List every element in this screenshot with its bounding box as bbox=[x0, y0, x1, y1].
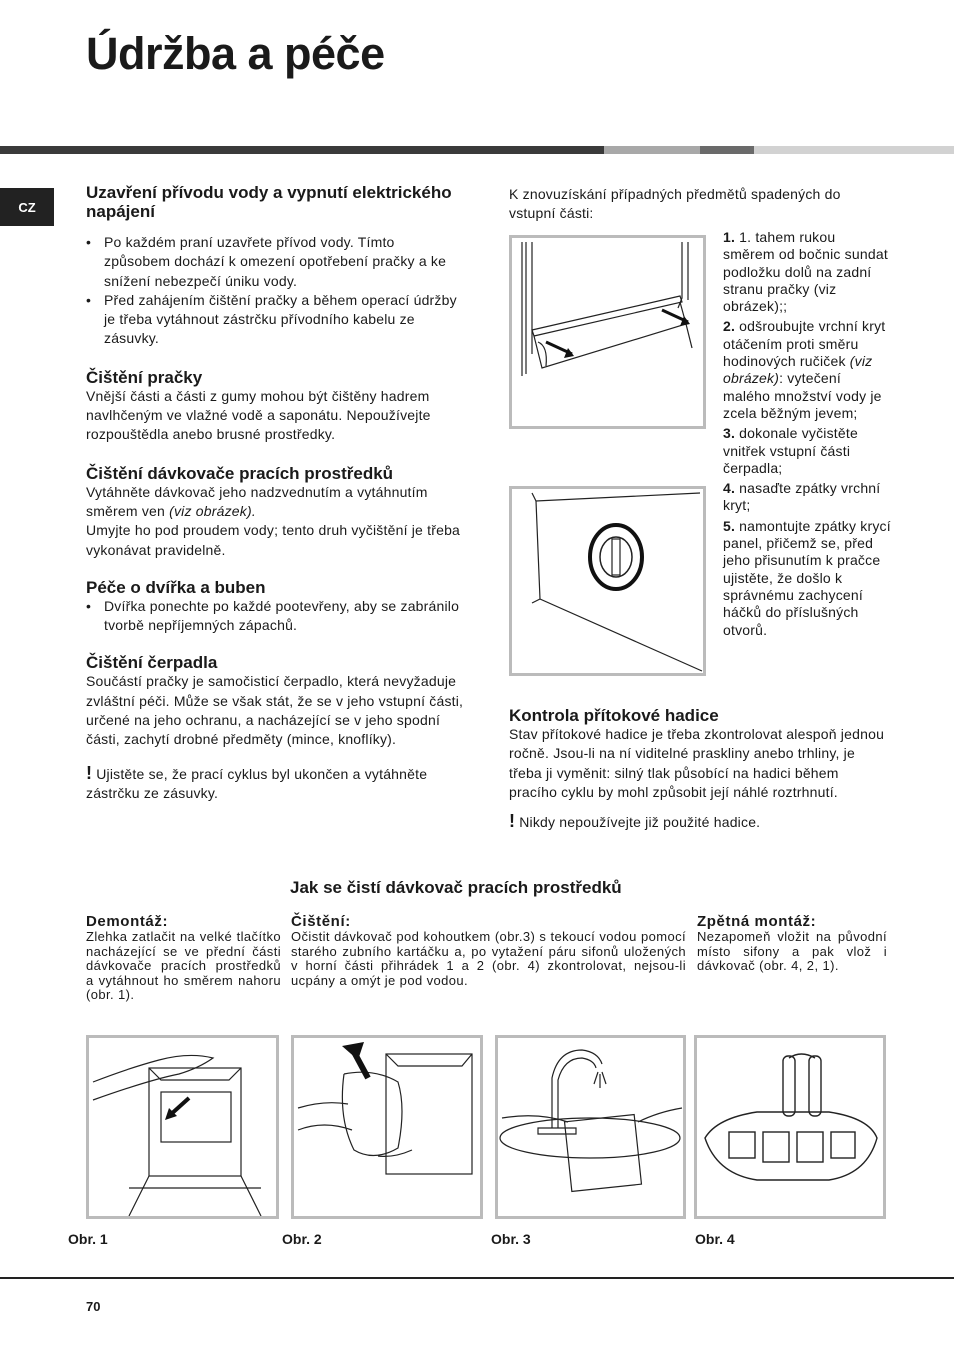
paragraph: Stav přítokové hadice je třeba zkontrolovat alespoň jednou ročně. Jsou-li na ní viditelné praskliny anebo trhliny, je třeba ji vyměnit: silný tlak působící na hadici během pracího cyklu by mohl způsobit její náhlé roztrhnutí. bbox=[509, 726, 885, 800]
header-rule-mid bbox=[604, 146, 700, 154]
dispenser-pulled-illustration bbox=[294, 1038, 480, 1216]
section-heading-water-power: Uzavření přívodu vody a vypnutí elektrického napájení bbox=[86, 183, 452, 221]
section-heading-dispenser: Čištění dávkovače pracích prostředků bbox=[86, 463, 394, 483]
figure-caption: Obr. 4 bbox=[695, 1231, 735, 1247]
hose-section bbox=[509, 706, 889, 832]
bullet-list bbox=[86, 597, 464, 636]
figure-4 bbox=[694, 1035, 886, 1219]
warning-text: Nikdy nepoužívejte již použité hadice. bbox=[519, 814, 761, 831]
paragraph: Součástí pračky je samočisticí čerpadlo, která nevyžaduje zvláštní péči. Může se však stát, že se v jeho vstupní části, určené na jeho ochranu, a nacházející se v jeho spodní části, zachytí drobné předměty (mince, knoflíky). bbox=[86, 673, 464, 748]
step-item bbox=[723, 318, 891, 422]
pump-steps-list bbox=[723, 229, 891, 642]
pump-panel-figure bbox=[509, 235, 706, 429]
dispenser-siphons-illustration bbox=[697, 1038, 883, 1216]
section-heading-door-drum: Péče o dvířka a buben bbox=[86, 577, 266, 597]
subheading: Zpětná montáž: bbox=[697, 913, 817, 930]
warning-note bbox=[509, 812, 889, 832]
pump-intro: K znovuzískání případných předmětů spadených do vstupní části: bbox=[509, 186, 841, 222]
figure-reference: (viz obrázek) bbox=[723, 353, 873, 387]
header-rule-light bbox=[754, 146, 954, 154]
section-heading-pump: Čištění čerpadla bbox=[86, 653, 218, 673]
disassembly-column bbox=[86, 913, 281, 1003]
step-text: namontujte zpátky krycí panel, přičemž se, před jeho přisunutím k pračce ujistěte, že došlo k správnému zachycení háčků do příslušných otvorů. bbox=[723, 517, 891, 638]
paragraph: Umyjte ho pod proudem vody; tento druh vyčištění je třeba vykonávat pravidelně. bbox=[86, 522, 461, 558]
paragraph-text: Vytáhněte dávkovač jeho nadzvednutím a vytáhnutím směrem ven bbox=[86, 483, 428, 519]
step-text: : vytečení malého množství vody je zcela běžným jevem; bbox=[723, 370, 882, 421]
step-text: 1. tahem rukou směrem od bočnic sundat podložku dolů na zadní stranu pračky (viz obrázek);; bbox=[723, 229, 888, 315]
step-item bbox=[723, 229, 891, 315]
exclamation-icon: ! bbox=[86, 762, 93, 783]
figure-caption: Obr. 2 bbox=[282, 1231, 322, 1247]
pump-cover-figure bbox=[509, 486, 706, 676]
figure-1 bbox=[86, 1035, 279, 1219]
page-title: Údržba a péče bbox=[86, 28, 385, 79]
step-item bbox=[723, 480, 891, 515]
step-text: odšroubujte vrchní kryt otáčením proti směru hodinových ručiček bbox=[723, 318, 886, 370]
footer-rule bbox=[0, 1277, 954, 1279]
step-number: 4. bbox=[723, 480, 736, 497]
header-rule-dark2 bbox=[700, 146, 754, 154]
step-number: 3. bbox=[723, 425, 736, 442]
exclamation-icon: ! bbox=[509, 811, 516, 832]
page-number: 70 bbox=[86, 1299, 101, 1314]
figure-reference: (viz obrázek). bbox=[169, 502, 256, 519]
left-column bbox=[86, 183, 464, 803]
step-text: dokonale vyčistěte vnitřek vstupní části čerpadla; bbox=[723, 425, 858, 476]
step-text: nasaďte zpátky vrchní kryt; bbox=[723, 480, 881, 514]
paragraph: Vnější části a části z gumy mohou být čištěny hadrem navlhčeným ve vlažné vodě a saponátu. Nepoužívejte rozpouštědla anebo brusné prostředky. bbox=[86, 387, 431, 443]
step-number: 2. bbox=[723, 318, 736, 335]
bullet-item: • Před zahájením čištění pračky a během operací údržby je třeba vytáhnout zástrčku přívodního kabelu ze zásuvky. bbox=[86, 291, 464, 349]
language-tab: CZ bbox=[0, 188, 54, 226]
paragraph: Zlehka zatlačit na velké tlačítko nacházející se ve přední části dávkovače pracích prostředků a vytáhnout ho směrem nahoru (obr. 1). bbox=[86, 929, 281, 1003]
paragraph: Očistit dávkovač pod kohoutkem (obr.3) s tekoucí vodou pomocí starého zubního kartáčku a, po vytažení páru sifonů uložených v horní části přihrádek 1 a 2 (obr. 4) zkontrolovat, nejsou-li ucpány a omýt je pod vodou. bbox=[291, 929, 686, 988]
dispenser-cleaning-heading: Jak se čistí dávkovač pracích prostředků bbox=[290, 878, 622, 897]
subheading: Demontáž: bbox=[86, 913, 169, 930]
step-number: 5. bbox=[723, 517, 736, 534]
warning-text: Ujistěte se, že prací cyklus byl ukončen a vytáhněte zástrčku ze zásuvky. bbox=[86, 765, 428, 801]
bullet-list bbox=[86, 233, 464, 349]
bullet-item: • Po každém praní uzavřete přívod vody. Tímto způsobem dochází k omezení opotřebení pračky a ke snížení nebezpečí úniku vody. bbox=[86, 233, 464, 291]
paragraph: Nezapomeň vložit na původní místo sifony a pak vlož i dávkovač (obr. 4, 2, 1). bbox=[697, 929, 887, 974]
reassembly-column bbox=[697, 913, 887, 974]
paragraph bbox=[86, 483, 464, 522]
step-item bbox=[723, 518, 891, 639]
dispenser-tap-illustration bbox=[498, 1038, 683, 1216]
warning-note bbox=[86, 764, 464, 804]
section-heading-hose: Kontrola přítokové hadice bbox=[509, 706, 719, 725]
figure-caption: Obr. 1 bbox=[68, 1231, 108, 1247]
figure-caption: Obr. 3 bbox=[491, 1231, 531, 1247]
cleaning-column bbox=[291, 913, 686, 988]
step-item bbox=[723, 425, 891, 477]
pump-panel-illustration bbox=[512, 238, 703, 426]
header-rule-dark bbox=[0, 146, 604, 154]
figure-3 bbox=[495, 1035, 686, 1219]
pump-cover-illustration bbox=[512, 489, 703, 673]
dispenser-removal-illustration bbox=[89, 1038, 276, 1216]
step-number: 1. bbox=[723, 229, 736, 245]
figure-2 bbox=[291, 1035, 483, 1219]
bullet-item: • Dvířka ponechte po každé pootevřeny, aby se zabránilo tvorbě nepříjemných zápachů. bbox=[86, 597, 464, 636]
subheading: Čištění: bbox=[291, 913, 351, 930]
section-heading-washer-cleaning: Čištění pračky bbox=[86, 367, 203, 387]
